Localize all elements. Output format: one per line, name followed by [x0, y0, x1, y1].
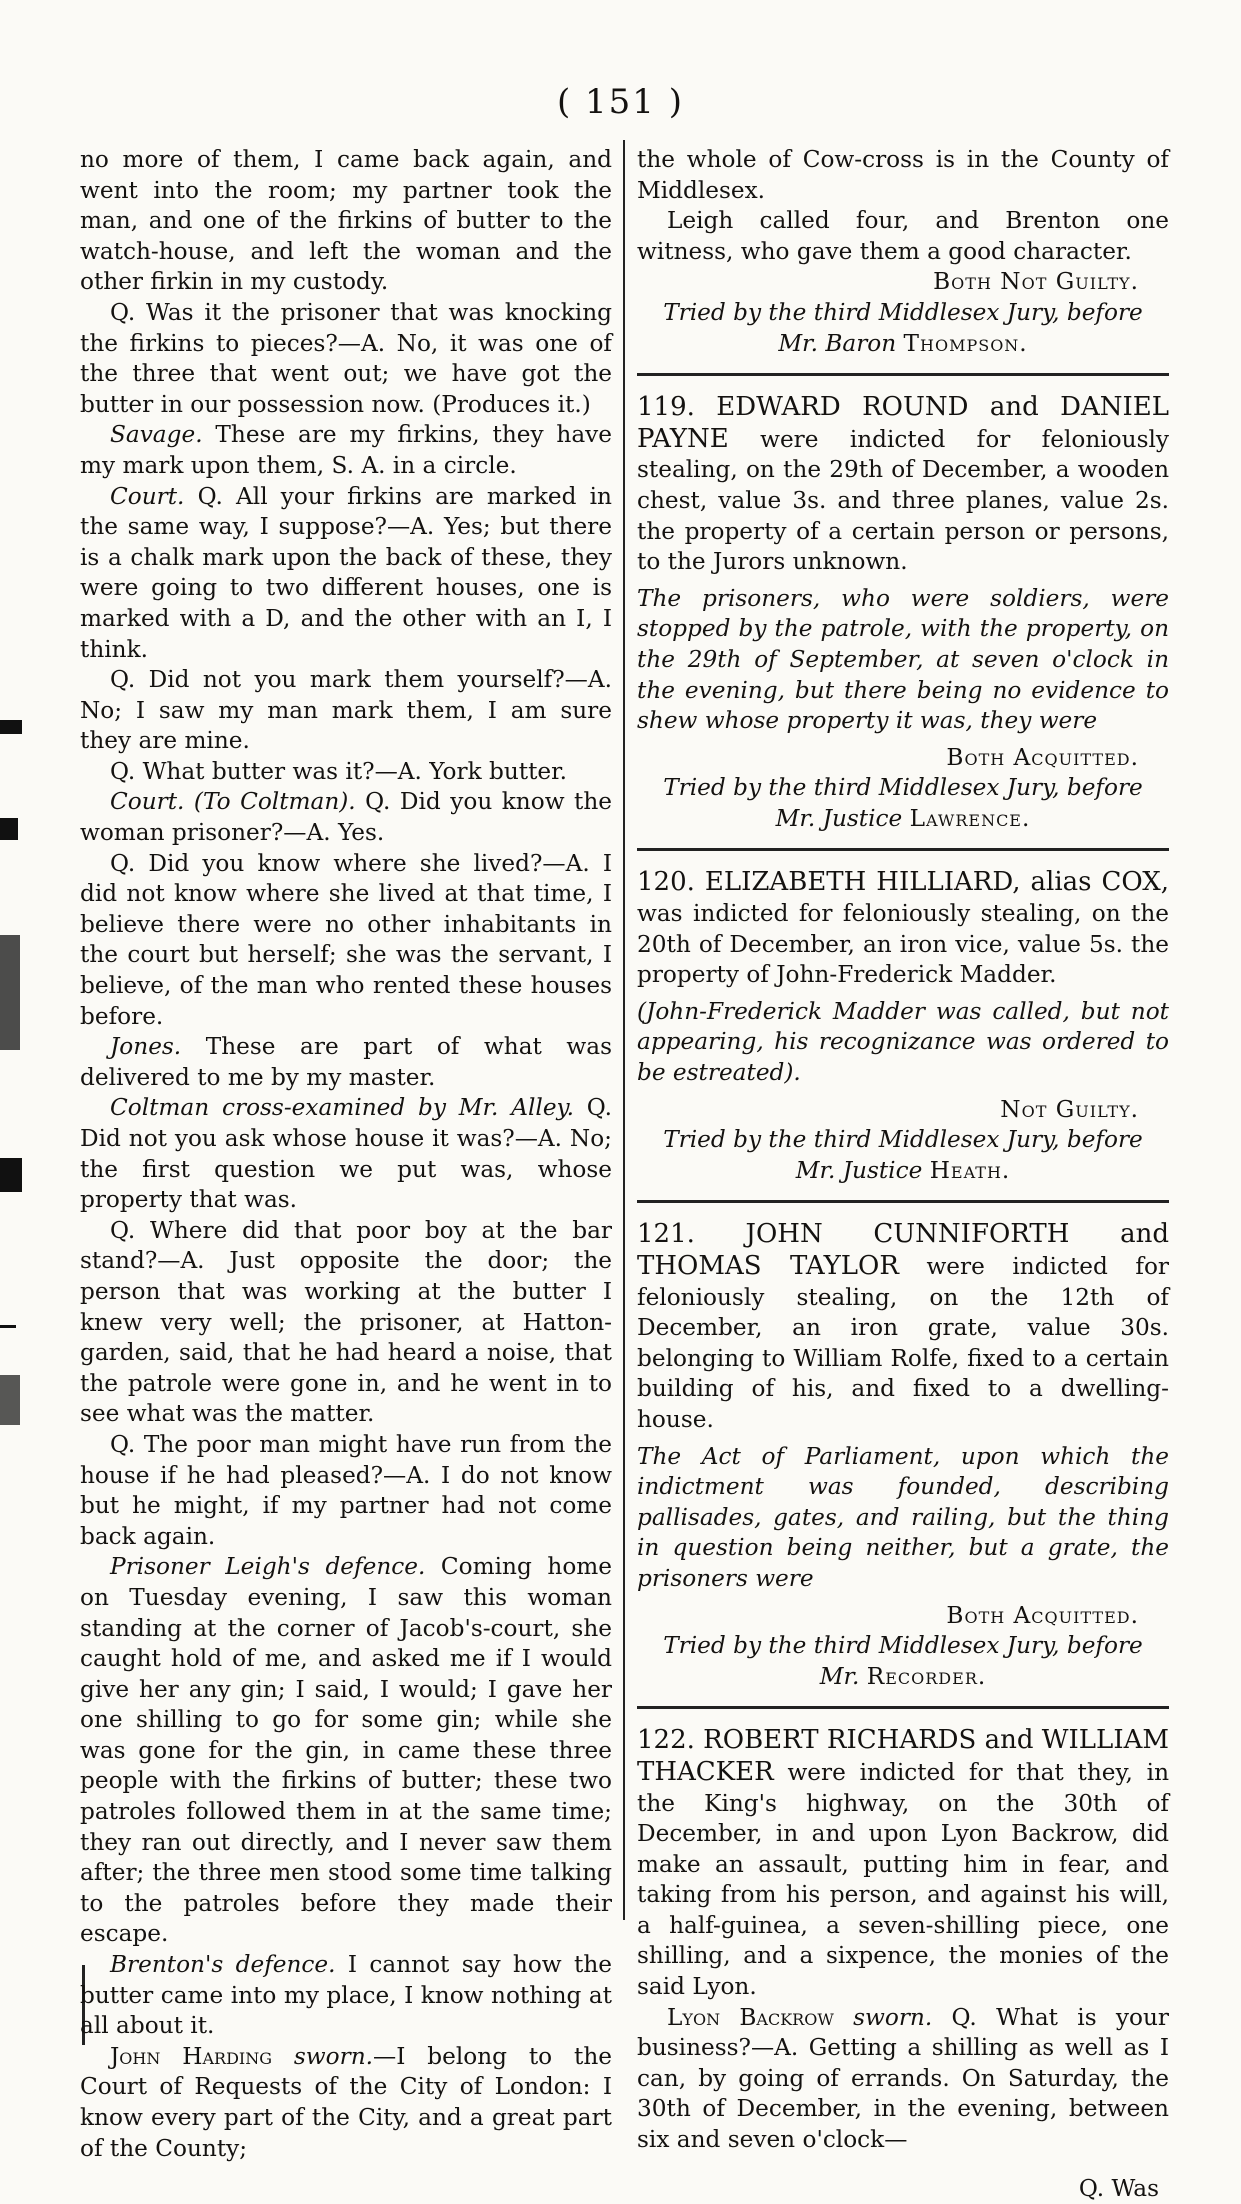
paragraph: [80, 787, 612, 848]
sworn: sworn.: [833, 2003, 933, 2031]
speaker: Savage.: [110, 421, 203, 449]
speaker: Court. (To Coltman).: [110, 788, 356, 816]
speech: Q. Did you know the woman prisoner?—A. Yes.: [80, 788, 613, 847]
case-heading: 122. ROBERT RICHARDS and WILLIAM THACKER: [637, 1725, 1169, 1787]
paragraph: [80, 2042, 612, 2164]
judge-name: Recorder.: [866, 1662, 987, 1690]
paragraph: Q. The poor man might have run from the house if he had pleased?—A. I do not know but he might, if my partner had not come back again.: [80, 1430, 612, 1550]
paragraph: Q. Where did that poor boy at the bar stand?—A. Just opposite the door; the person that was working at the butter I knew very well; the prisoner, at Hatton-garden, said, that he had heard a noise, that the patrole were gone in, and he went in to see what was the matter.: [80, 1216, 612, 1428]
paragraph: the whole of Cow-cross is in the County of Middlesex.: [637, 146, 1169, 204]
verdict: Both Not Guilty.: [933, 268, 1139, 296]
margin-mark: [0, 935, 20, 1050]
paragraph: [80, 1032, 612, 1093]
verdict: Both Acquitted.: [946, 1601, 1139, 1629]
judge-line: [637, 329, 1169, 360]
case-120: [637, 867, 1169, 990]
speech: Q. All your firkins are marked in the same way, I suppose?—A. Yes; but there is a chalk mark upon the back of these, they were going to two different houses, one is marked with a D, and the other with an I, I think.: [80, 482, 612, 663]
judge-title: Mr. Justice: [775, 804, 910, 832]
witness-name: John Harding: [110, 2042, 273, 2070]
speaker: Court.: [110, 482, 185, 510]
case-heading: 121. JOHN CUNNIFORTH and THOMAS TAYLOR: [637, 1219, 1169, 1281]
case-note: The Act of Parliament, upon which the indictment was founded, describing pallisades, gates, and railing, but the thing in question being neither, but a grate, the prisoners were: [637, 1442, 1169, 1592]
paragraph: no more of them, I came back again, and went into the room; my partner took the man, and one of the firkins of butter to the watch-house, and left the woman and the other firkin in my custody.: [80, 146, 612, 296]
paragraph: [80, 420, 612, 481]
paragraph: [80, 1950, 612, 2042]
case-heading: 120. ELIZABETH HILLIARD, alias COX,: [637, 867, 1169, 898]
speech: These are my firkins, they have my mark upon them, S. A. in a circle.: [80, 421, 612, 479]
speech: —I belong to the Court of Requests of the City of London: I know every part of the City, and a great part of the County;: [80, 2042, 613, 2162]
speech: I cannot say how the butter came into my place, I know nothing at all about it.: [80, 1951, 612, 2040]
verdict: Both Acquitted.: [946, 743, 1139, 771]
case-122: [637, 1725, 1169, 2002]
speaker: Brenton's defence.: [110, 1951, 336, 1979]
paragraph: Q. Was it the prisoner that was knocking the firkins to pieces?—A. No, it was one of the three that went out; we have got the butter in our possession now. (Produces it.): [80, 298, 612, 418]
case-note: (John-Frederick Madder was called, but not appearing, his recognizance was ordered to be estreated).: [637, 997, 1169, 1087]
margin-mark: [0, 818, 18, 840]
paragraph: [80, 1552, 612, 1950]
speech: Q. Did not you ask whose house it was?—A. No; the first question we put was, whose property that was.: [80, 1094, 612, 1214]
speech: Q. What is your business?—A. Getting a shilling as well as I can, by going of errands. On Saturday, the 30th of December, in the evening, between six and seven o'clock—: [637, 2003, 1169, 2154]
section-rule: [637, 848, 1169, 851]
margin-mark: [0, 720, 22, 734]
speaker: Jones.: [110, 1033, 182, 1061]
judge-line: [637, 1662, 1169, 1693]
paragraph: [80, 482, 612, 666]
judge-title: Mr.: [819, 1662, 867, 1690]
trial-line: Tried by the third Middlesex Jury, before: [663, 774, 1143, 802]
case-121: [637, 1219, 1169, 1435]
case-body: was indicted for feloniously stealing, on the 20th of December, an iron vice, value 5s. the property of John-Frederick Madder.: [637, 900, 1169, 989]
judge-line: [637, 1156, 1169, 1187]
judge-line: [637, 804, 1169, 835]
case-119: [637, 392, 1169, 578]
case-heading: 119. EDWARD ROUND and DANIEL PAYNE: [637, 392, 1169, 454]
margin-mark: [0, 1158, 22, 1192]
case-body: were indicted for feloniously stealing, on the 29th of December, a wooden chest, value 3s. and three planes, value 2s. the property of a certain person or persons, to the Jurors unknown.: [637, 425, 1169, 576]
paragraph: [80, 1093, 612, 1215]
verdict: Not Guilty.: [1000, 1095, 1139, 1123]
margin-mark: [0, 1375, 20, 1425]
case-note: The prisoners, who were soldiers, were stopped by the patrole, with the property, on the 29th of September, at seven o'clock in the evening, but there being no evidence to shew whose property it was, they were: [637, 584, 1169, 735]
speaker: Coltman cross-examined by Mr. Alley.: [110, 1094, 574, 1122]
judge-name: Thompson.: [903, 329, 1028, 357]
judge-title: Mr. Justice: [795, 1156, 930, 1184]
paragraph: [637, 2003, 1169, 2156]
case-body: were indicted for that they, in the King's highway, on the 30th of December, in and upon Lyon Backrow, did make an assault, putting him in fear, and taking from his person, and against his will, a half-guinea, a seven-shilling piece, one shilling, and a sixpence, the monies of the said Lyon.: [637, 1758, 1169, 2001]
column-divider: [623, 140, 625, 1920]
catchword: Q. Was: [1078, 2174, 1159, 2202]
case-body: were indicted for feloniously stealing, on the 12th of December, an iron grate, value 30s. belonging to William Rolfe, fixed to a certain building of his, and fixed to a dwelling-house.: [637, 1253, 1169, 1433]
paragraph: Q. What butter was it?—A. York butter.: [110, 757, 568, 785]
judge-name: Lawrence.: [909, 804, 1031, 832]
speech: Coming home on Tuesday evening, I saw this woman standing at the corner of Jacob's-court, she caught hold of me, and asked me if I would give her any gin; I said, I would; I gave her one shilling to go for some gin; while she was gone for the gin, in came these three people with the firkins of butter; these two patroles followed them in at the same time; they ran out directly, and I never saw them after; the three men stood some time talking to the patroles before they made their escape.: [80, 1553, 612, 1948]
judge-title: Mr. Baron: [778, 329, 904, 357]
section-rule: [637, 373, 1169, 376]
right-column: [637, 145, 1169, 2204]
margin-mark: [0, 1325, 16, 1328]
judge-name: Heath.: [929, 1156, 1011, 1184]
paragraph: Q. Did not you mark them yourself?—A. No; I saw my man mark them, I am sure they are mine.: [80, 666, 612, 755]
paragraph: Leigh called four, and Brenton one witness, who gave them a good character.: [637, 207, 1169, 265]
witness-name: Lyon Backrow: [667, 2003, 834, 2031]
section-rule: [637, 1706, 1169, 1709]
paragraph: Q. Did you know where she lived?—A. I did not know where she lived at that time, I believe there were no other inhabitants in the court but herself; she was the servant, I believe, of the man who rented these houses before.: [80, 849, 612, 1030]
section-rule: [637, 1200, 1169, 1203]
speech: These are part of what was delivered to me by my master.: [80, 1033, 612, 1091]
trial-line: Tried by the third Middlesex Jury, before: [663, 1632, 1143, 1660]
left-column: [80, 145, 612, 2164]
trial-line: Tried by the third Middlesex Jury, before: [663, 1126, 1143, 1154]
sworn: sworn.: [272, 2042, 374, 2070]
page-number: ( 151 ): [556, 82, 685, 122]
speaker: Prisoner Leigh's defence.: [110, 1553, 426, 1581]
trial-line: Tried by the third Middlesex Jury, before: [663, 298, 1143, 326]
